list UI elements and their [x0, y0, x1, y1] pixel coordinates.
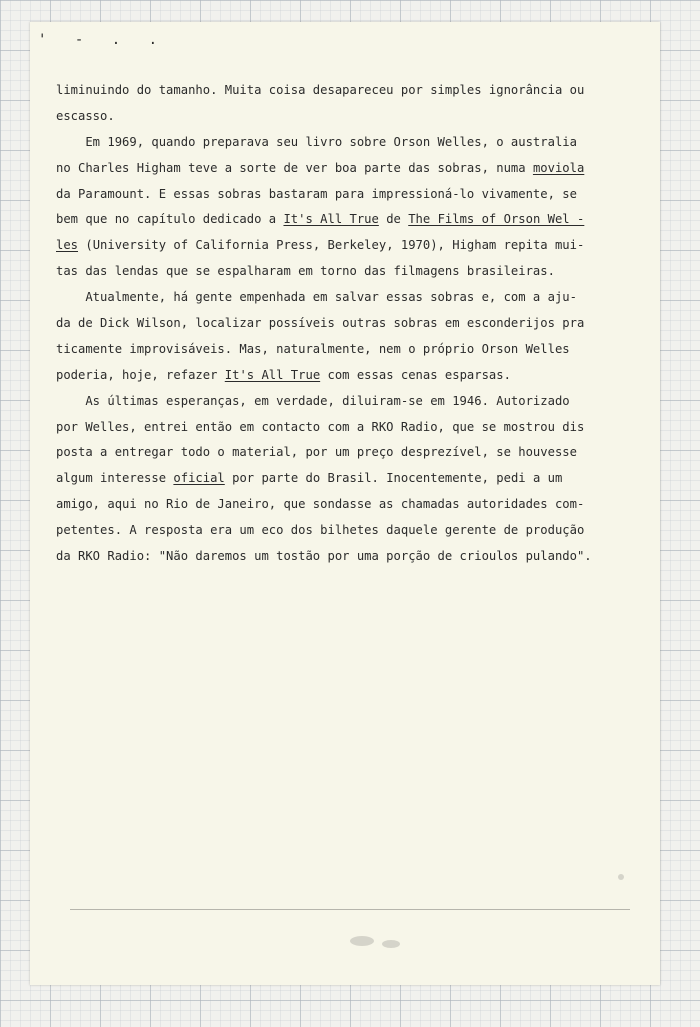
text-segment: (University of California Press, Berkeley, 1970), Higham repita mui-	[78, 238, 585, 253]
margin-marks: ' - . .	[38, 32, 168, 48]
text-segment: com essas cenas esparsas.	[320, 367, 511, 382]
text-line	[56, 78, 646, 104]
text-segment: Em 1969, quando preparava seu livro sobre Orson Welles, o australia	[56, 134, 577, 149]
underlined-text: It's All True	[224, 367, 321, 382]
text-segment: da Paramount. E essas sobras bastaram para impressioná-lo vivamente, se	[56, 186, 577, 201]
text-segment: algum interesse	[56, 471, 174, 486]
text-line	[56, 259, 646, 285]
text-segment: por parte do Brasil. Inocentemente, pedi a um	[224, 471, 563, 486]
text-segment: As últimas esperanças, em verdade, diluiram-se em 1946. Autorizado	[56, 393, 570, 408]
text-segment: poderia, hoje, refazer	[56, 367, 225, 382]
underlined-text: oficial	[173, 471, 225, 486]
text-segment: Atualmente, há gente empenhada em salvar essas sobras e, com a aju-	[56, 290, 577, 305]
text-line	[56, 363, 646, 389]
text-segment: da RKO Radio: "Não daremos um tostão por uma porção de crioulos pulando".	[56, 549, 592, 564]
text-segment: petentes. A resposta era um eco dos bilhetes daquele gerente de produção	[56, 523, 585, 538]
underlined-text: The Films of Orson Wel -	[408, 212, 585, 227]
text-segment: escasso.	[56, 108, 115, 123]
text-line	[56, 389, 646, 415]
underlined-text: It's All True	[283, 212, 379, 227]
text-line	[56, 544, 646, 570]
ink-smudge	[382, 940, 400, 948]
typed-text-body	[56, 78, 646, 570]
ink-smudge	[350, 936, 374, 946]
text-line	[56, 104, 646, 130]
text-segment: ticamente improvisáveis. Mas, naturalmente, nem o próprio Orson Welles	[56, 341, 570, 356]
text-segment: por Welles, entrei então em contacto com a RKO Radio, que se mostrou dis	[56, 419, 585, 434]
text-segment: no Charles Higham teve a sorte de ver boa parte das sobras, numa	[56, 160, 533, 175]
text-segment: amigo, aqui no Rio de Janeiro, que sondasse as chamadas autoridades com-	[56, 497, 585, 512]
text-segment: posta a entregar todo o material, por um preço desprezível, se houvesse	[56, 445, 577, 460]
text-segment: liminuindo do tamanho. Muita coisa desapareceu por simples ignorância ou	[56, 83, 585, 97]
text-line	[56, 415, 646, 441]
typewritten-page	[30, 22, 660, 985]
text-line	[56, 207, 646, 233]
text-line	[56, 182, 646, 208]
underlined-text: les	[56, 238, 79, 253]
underlined-text: moviola	[532, 160, 585, 175]
text-line	[56, 130, 646, 156]
text-line	[56, 156, 646, 182]
ink-smudge	[618, 874, 624, 880]
text-line	[56, 518, 646, 544]
footer-rule	[70, 909, 630, 910]
text-line	[56, 492, 646, 518]
text-line	[56, 233, 646, 259]
text-segment: tas das lendas que se espalharam em torno das filmagens brasileiras.	[56, 264, 555, 279]
text-segment: de	[378, 212, 409, 227]
text-line	[56, 311, 646, 337]
text-line	[56, 440, 646, 466]
text-line	[56, 285, 646, 311]
text-segment: bem que no capítulo dedicado a	[56, 212, 284, 227]
text-segment: da de Dick Wilson, localizar possíveis outras sobras em esconderijos pra	[56, 316, 585, 331]
text-line	[56, 337, 646, 363]
text-line	[56, 466, 646, 492]
